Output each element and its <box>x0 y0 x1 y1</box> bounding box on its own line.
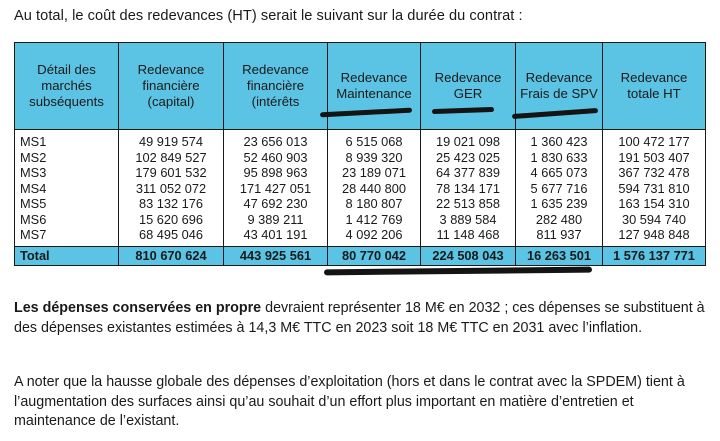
table-row <box>15 212 706 228</box>
table-cell: 11 148 468 <box>421 227 516 246</box>
header-cell: Redevance financière (intérêts <box>224 43 328 130</box>
table-cell: 594 731 810 <box>603 181 706 197</box>
table-row <box>15 150 706 166</box>
header-cell: Redevance GER <box>421 43 516 130</box>
table-cell: 43 401 191 <box>224 227 328 246</box>
total-cell: 1 576 137 771 <box>603 246 706 265</box>
table-cell: 23 189 071 <box>328 165 421 181</box>
fees-table-container <box>14 42 705 271</box>
table-row <box>15 130 706 150</box>
table-cell: 8 180 807 <box>328 196 421 212</box>
row-label: MS5 <box>15 196 119 212</box>
table-cell: 47 692 230 <box>224 196 328 212</box>
table-cell: 28 440 800 <box>328 181 421 197</box>
table-cell: 95 898 963 <box>224 165 328 181</box>
table-cell: 100 472 177 <box>603 130 706 150</box>
paragraph-bold-lead: Les dépenses conservées en propre <box>14 300 262 316</box>
row-label: MS7 <box>15 227 119 246</box>
table-cell: 1 360 423 <box>516 130 603 150</box>
row-label: MS3 <box>15 165 119 181</box>
table-cell: 127 948 848 <box>603 227 706 246</box>
table-cell: 8 939 320 <box>328 150 421 166</box>
table-cell: 1 830 633 <box>516 150 603 166</box>
table-cell: 52 460 903 <box>224 150 328 166</box>
table-row <box>15 196 706 212</box>
paragraph-text: devraient représenter 18 M€ en 2032 ; ces dépenses se substituent à des dépenses existantes estimées à 14,3 M€ TTC en 2023 soit 18 M€ TTC en 2031 avec l’inflation. <box>14 300 705 336</box>
table-cell: 68 495 046 <box>119 227 224 246</box>
table-cell: 22 513 858 <box>421 196 516 212</box>
intro-text: Au total, le coût des redevances (HT) serait le suivant sur la durée du contrat : <box>14 8 523 24</box>
table-cell: 4 665 073 <box>516 165 603 181</box>
table-row <box>15 227 706 246</box>
total-label: Total <box>15 246 119 265</box>
total-cell: 80 770 042 <box>328 246 421 265</box>
total-cell: 224 508 043 <box>421 246 516 265</box>
total-cell: 810 670 624 <box>119 246 224 265</box>
table-cell: 6 515 068 <box>328 130 421 150</box>
fees-table <box>14 42 706 266</box>
table-cell: 9 389 211 <box>224 212 328 228</box>
header-cell: Redevance Frais de SPV <box>516 43 603 130</box>
table-cell: 179 601 532 <box>119 165 224 181</box>
table-cell: 367 732 478 <box>603 165 706 181</box>
table-header-row <box>15 43 706 130</box>
paragraph-own-expenses <box>14 299 706 338</box>
table-cell: 19 021 098 <box>421 130 516 150</box>
table-cell: 23 656 013 <box>224 130 328 150</box>
table-cell: 83 132 176 <box>119 196 224 212</box>
table-row <box>15 165 706 181</box>
table-cell: 102 849 527 <box>119 150 224 166</box>
table-cell: 4 092 206 <box>328 227 421 246</box>
paragraph-operating-expenses: A noter que la hausse globale des dépenses d’exploitation (hors et dans le contrat avec la SPDEM) tient à l’augmentation des surfaces ainsi qu’au souhait d’un effort plus important en matière d’entretien et maintenance de l’existant. <box>14 374 685 430</box>
header-cell: Redevance totale HT <box>603 43 706 130</box>
table-row <box>15 181 706 197</box>
row-label: MS6 <box>15 212 119 228</box>
row-label: MS1 <box>15 130 119 150</box>
header-cell: Redevance Maintenance <box>328 43 421 130</box>
table-cell: 49 919 574 <box>119 130 224 150</box>
total-cell: 16 263 501 <box>516 246 603 265</box>
table-total-row <box>15 246 706 265</box>
header-cell: Redevance financière (capital) <box>119 43 224 130</box>
table-cell: 191 503 407 <box>603 150 706 166</box>
table-cell: 78 134 171 <box>421 181 516 197</box>
table-cell: 1 635 239 <box>516 196 603 212</box>
table-cell: 15 620 696 <box>119 212 224 228</box>
table-cell: 1 412 769 <box>328 212 421 228</box>
table-cell: 163 154 310 <box>603 196 706 212</box>
table-cell: 5 677 716 <box>516 181 603 197</box>
table-cell: 311 052 072 <box>119 181 224 197</box>
row-label: MS4 <box>15 181 119 197</box>
table-cell: 3 889 584 <box>421 212 516 228</box>
table-cell: 64 377 839 <box>421 165 516 181</box>
table-cell: 25 423 025 <box>421 150 516 166</box>
table-cell: 282 480 <box>516 212 603 228</box>
table-cell: 30 594 740 <box>603 212 706 228</box>
table-cell: 811 937 <box>516 227 603 246</box>
header-cell: Détail des marchés subséquents <box>15 43 119 130</box>
table-cell: 171 427 051 <box>224 181 328 197</box>
total-cell: 443 925 561 <box>224 246 328 265</box>
row-label: MS2 <box>15 150 119 166</box>
